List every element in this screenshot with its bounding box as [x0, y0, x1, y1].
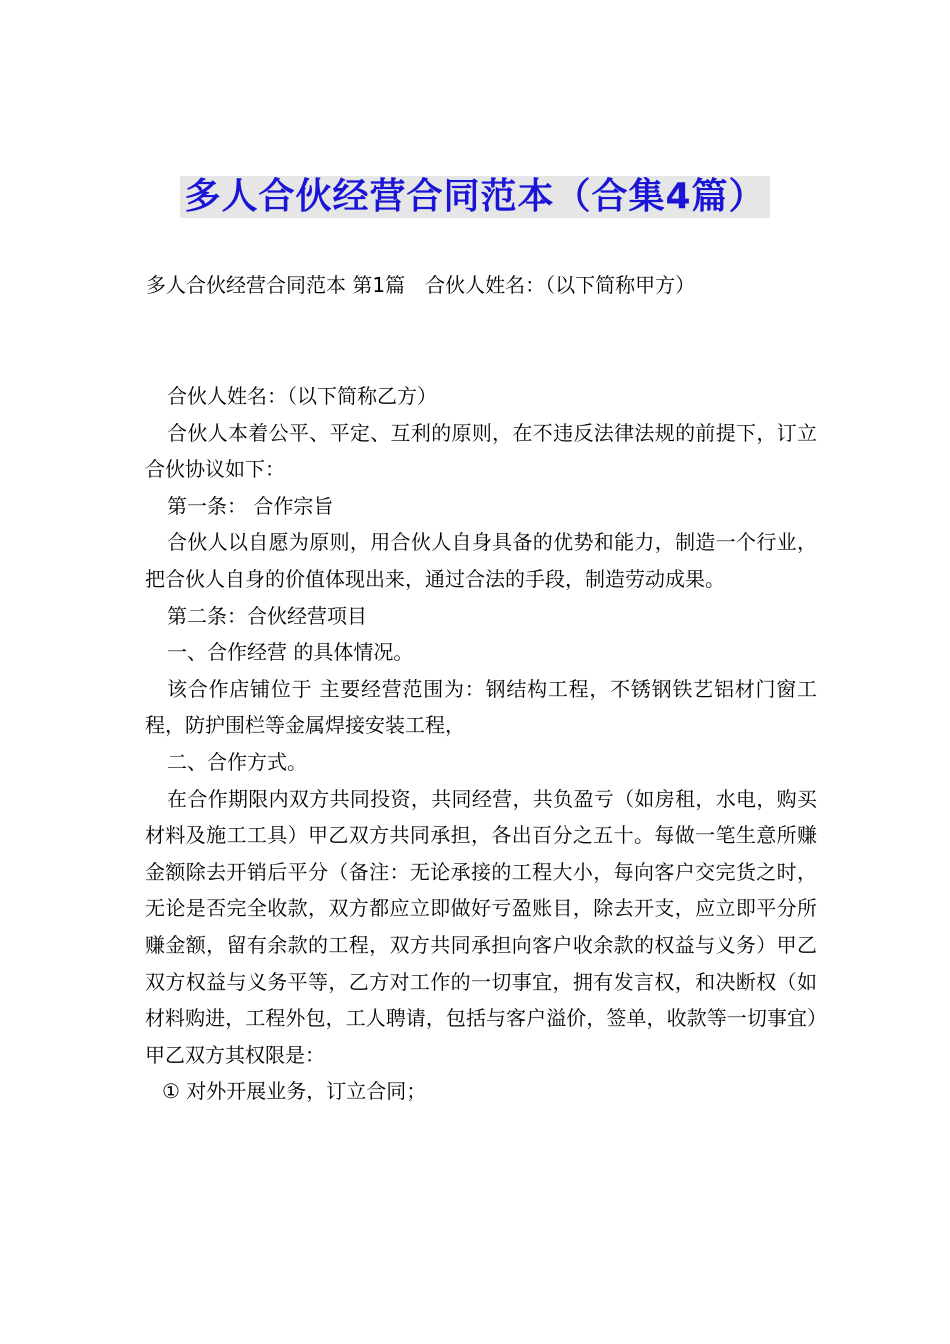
paragraph: 合伙人本着公平、平定、互利的原则，在不违反法律法规的前提下，订立合伙协议如下：	[145, 420, 817, 482]
paragraph: 在合作期限内双方共同投资，共同经营，共负盈亏（如房租，水电，购买材料及施工工具）甲乙双方共同承担，各出百分之五十。每做一笔生意所赚金额除去开销后平分（备注：无论承接的工程大小，每向客户交完货之时，无论是否完全收款，双方都应立即做好亏盈账目，除去开支，应立即平分所赚金额，留有余款的工程，双方共同承担向客户收余款的权益与义务）甲乙双方权益与义务平等，乙方对工作的一切事宜，拥有发言权，和决断权（如材料购进，工程外包，工人聘请，包括与客户溢价，签单，收款等一切事宜）甲乙双方其权限是：	[145, 786, 817, 1067]
paragraph: 合伙人姓名：（以下简称乙方）	[167, 384, 437, 408]
paragraph: 合伙人以自愿为原则，用合伙人自身具备的优势和能力，制造一个行业，把合伙人自身的价值体现出来，通过合法的手段，制造劳动成果。	[145, 530, 817, 591]
title-container	[0, 176, 950, 218]
paragraph: ① 对外开展业务，订立合同；	[162, 1079, 427, 1104]
paragraph: 第二条：合伙经营项目	[167, 603, 367, 628]
paragraph: 该合作店铺位于 主要经营范围为：钢结构工程，不锈钢铁艺铝材门窗工程，防护围栏等金属焊接安装工程，	[145, 676, 817, 738]
paragraph: 一、合作经营 的具体情况。	[167, 640, 414, 665]
paragraph: 二、合作方式。	[167, 749, 307, 774]
document-body	[145, 378, 817, 1110]
document-subtitle: 多人合伙经营合同范本 第1篇 合伙人姓名：（以下简称甲方）	[146, 273, 696, 297]
paragraph: 第一条： 合作宗旨	[167, 493, 334, 518]
document-title: 多人合伙经营合同范本（合集4篇）	[180, 176, 769, 218]
